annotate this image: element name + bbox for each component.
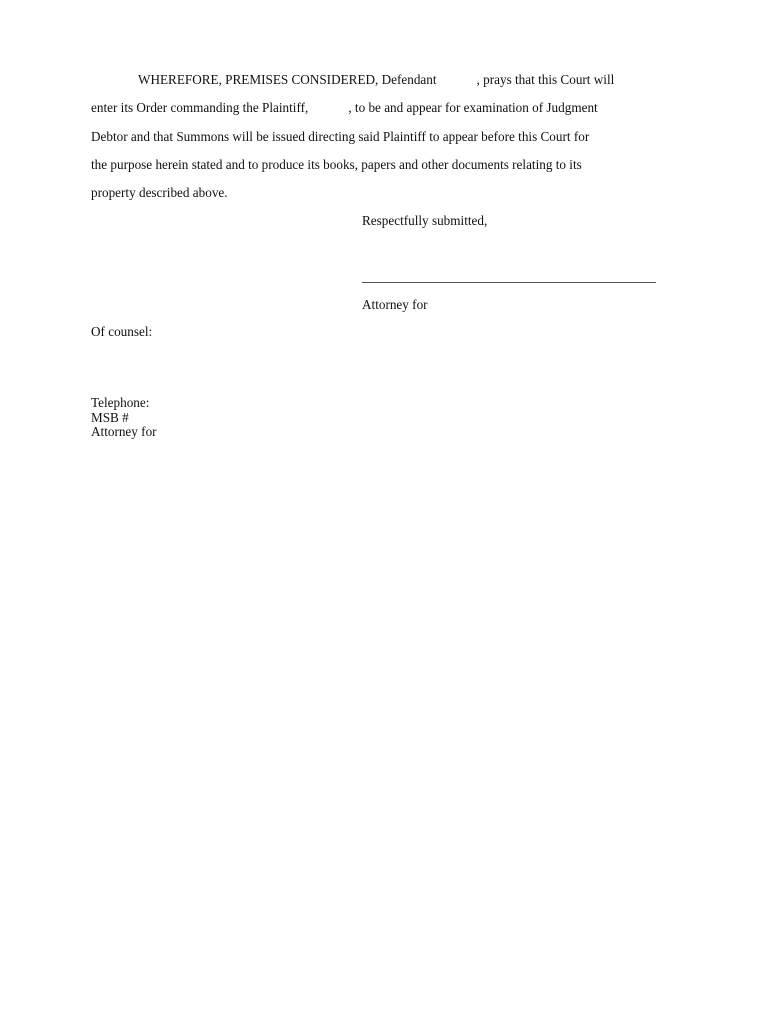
body-line-1 xyxy=(91,72,680,88)
body-line-2 xyxy=(91,100,680,116)
of-counsel-label: Of counsel: xyxy=(91,324,153,339)
telephone-label: Telephone: xyxy=(91,395,150,410)
body-line-3: Debtor and that Summons will be issued directing said Plaintiff to appear before this Court for xyxy=(91,129,590,144)
body-line-2-part-2: , to be and appear for examination of Judgment xyxy=(348,100,598,115)
body-line-5: property described above. xyxy=(91,185,228,200)
msb-number-label: MSB # xyxy=(91,409,129,425)
body-line-2-part-1: enter its Order commanding the Plaintiff, xyxy=(91,100,309,115)
footer-attorney-for: Attorney for xyxy=(91,424,157,439)
respectfully-submitted: Respectfully submitted, xyxy=(362,213,488,228)
body-line-1-part-1: WHEREFORE, PREMISES CONSIDERED, Defendant xyxy=(138,72,437,87)
body-line-1-part-2: , prays that this Court will xyxy=(476,72,615,87)
body-line-4: the purpose herein stated and to produce its books, papers and other documents relating to its xyxy=(91,157,582,172)
signature-attorney-for: Attorney for xyxy=(362,297,428,312)
signature-line xyxy=(362,282,656,283)
